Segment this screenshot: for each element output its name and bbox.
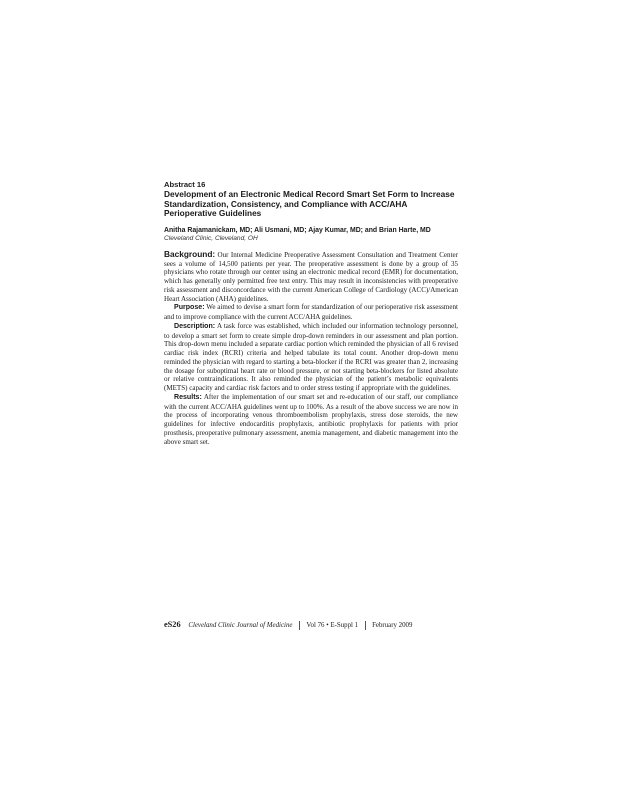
- abstract-label: Abstract 16: [164, 180, 206, 189]
- results-paragraph: [164, 393, 458, 447]
- description-text: A task force was established, which included our information technology personnel, to develop a smart set form to create simple drop-down reminders in our assessment and plan portion. This drop-down menu included a separate cardiac portion which reminded the physician of all 6 revised cardiac risk index (RCRI) criteria and helped tabulate its total count. Another drop-down menu reminded the physician with regard to starting a beta-blocker if the RCRI was greater than 2, increasing the dosage for suboptimal heart rate or blood pressure, or not starting beta-blockers for listed absolute or relative contraindications. It also reminded the physician of the patient’s metabolic equivalents (METS) capacity and cardiac risk factors and to order stress testing if appropriate with the guidelines.: [164, 321, 459, 393]
- purpose-paragraph: [164, 303, 458, 322]
- purpose-text: We aimed to devise a smart form for standardization of our perioperative risk assessment and to improve compliance with the current ACC/AHA guidelines.: [164, 303, 458, 322]
- author-list: Anitha Rajamanickam, MD; Ali Usmani, MD; Ajay Kumar, MD; and Brian Harte, MD: [164, 226, 431, 234]
- page-footer: [164, 620, 412, 630]
- journal-name: Cleveland Clinic Journal of Medicine: [188, 622, 293, 629]
- footer-divider: [365, 621, 366, 630]
- volume-info: Vol 76 • E-Suppl 1: [306, 622, 359, 629]
- description-heading: Description:: [174, 322, 216, 330]
- abstract-page: [164, 180, 458, 446]
- background-heading: Background:: [164, 248, 216, 259]
- background-text: Our Internal Medicine Preoperative Assessment Consultation and Treatment Center sees a volume of 14,500 patients per year. The preoperative assessment is done by a group of 35 physicians who rotate through our center using an electronic medical record (EMR) for documentation, which has generally only permitted free text entry. This may result in inconsistencies with preoperative risk assessment and disconcordance with the current American College of Cardiology (ACC)/American Heart Association (AHA) guidelines.: [164, 250, 458, 303]
- issue-date: February 2009: [372, 622, 413, 629]
- footer-divider: [299, 621, 300, 630]
- abstract-body: [164, 250, 458, 447]
- results-text: After the implementation of our smart set and re-education of our staff, our compliance with the current ACC/AHA guidelines went up to 100%. As a result of the above success we are now in the process of incorporating venous thromboembolism prophylaxis, stress dose steroids, the new guidelines for infective endocarditis prophylaxis, antibiotic prophylaxis for patients with prior prosthesis, preoperative pulmonary assessment, anemia management, and diabetic management into the above smart set.: [164, 392, 458, 446]
- page-number: eS26: [164, 620, 181, 629]
- purpose-heading: Purpose:: [174, 304, 205, 312]
- abstract-title: Development of an Electronic Medical Record Smart Set Form to Increase Standardization, Consistency, and Compliance with ACC/AHA Perioperative Guidelines: [164, 189, 455, 219]
- results-heading: Results:: [174, 393, 202, 401]
- description-paragraph: [164, 322, 458, 393]
- background-paragraph: [164, 250, 458, 304]
- affiliation: Cleveland Clinic, Cleveland, OH: [164, 234, 258, 242]
